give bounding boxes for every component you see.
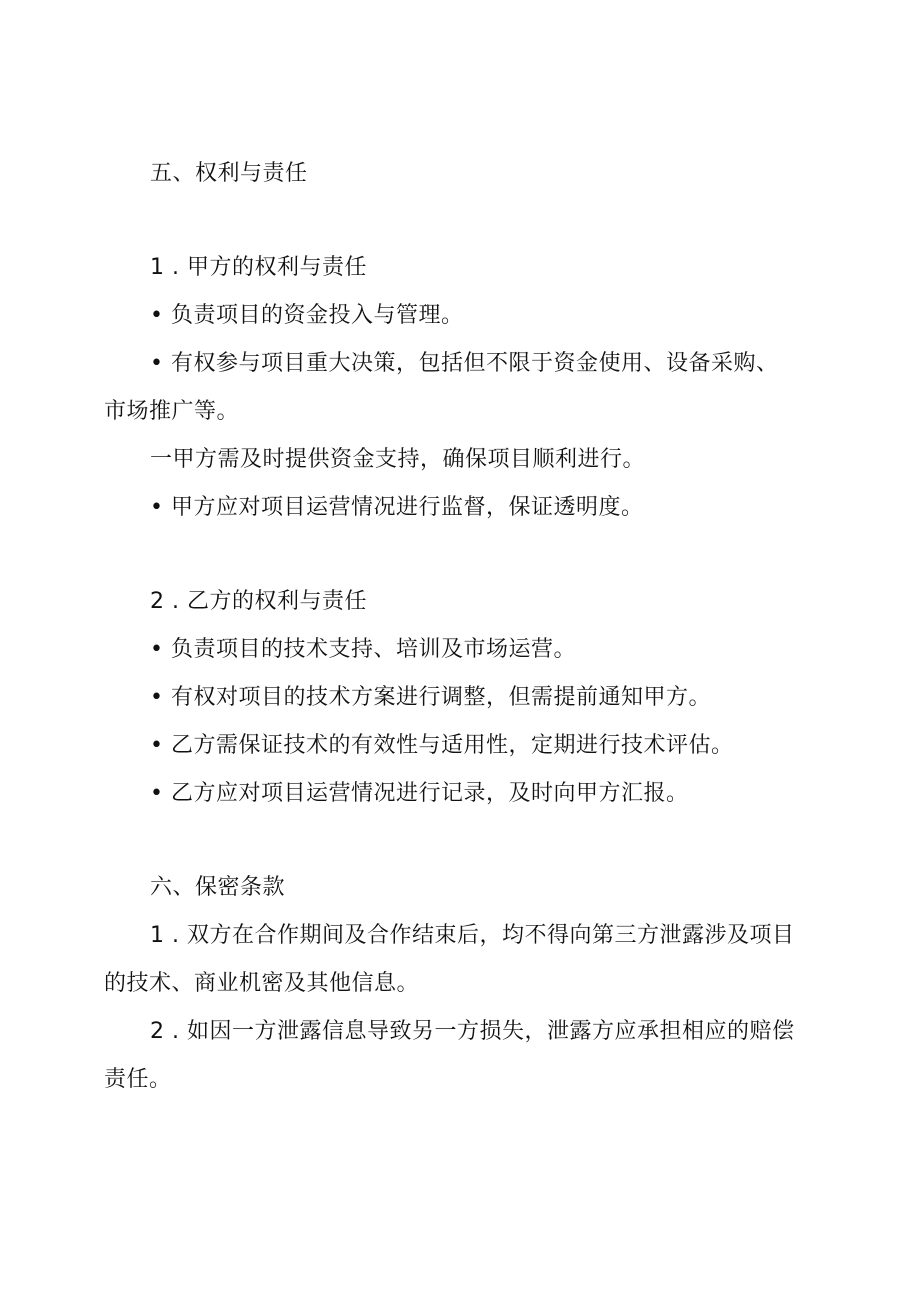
clause-line: 2 . 如因一方泄露信息导致另一方损失，泄露方应承担相应的赔偿 <box>150 1019 795 1044</box>
section-heading-5: 五、权利与责任 <box>150 161 308 186</box>
list-item: 一甲方需及时提供资金支持，确保项目顺利进行。 <box>150 447 646 472</box>
clause-continuation: 责任。 <box>104 1067 172 1092</box>
list-item: • 乙方需保证技术的有效性与适用性，定期进行技术评估。 <box>150 733 734 758</box>
subsection-heading-party-b: 2 . 乙方的权利与责任 <box>150 589 367 614</box>
clause-continuation: 的技术、商业机密及其他信息。 <box>104 971 420 996</box>
list-item: • 有权参与项目重大决策，包括但不限于资金使用、设备采购、 <box>150 351 779 376</box>
list-item: • 负责项目的技术支持、培训及市场运营。 <box>150 637 576 662</box>
section-heading-6: 六、保密条款 <box>150 875 286 900</box>
list-item: • 乙方应对项目运营情况进行记录，及时向甲方汇报。 <box>150 781 689 806</box>
list-item: • 有权对项目的技术方案进行调整，但需提前通知甲方。 <box>150 685 711 710</box>
list-item: • 甲方应对项目运营情况进行监督，保证透明度。 <box>150 495 644 520</box>
subsection-heading-party-a: 1 . 甲方的权利与责任 <box>150 255 367 280</box>
list-item: • 负责项目的资金投入与管理。 <box>150 303 464 328</box>
clause-line: 1 . 双方在合作期间及合作结束后，均不得向第三方泄露涉及项目 <box>150 923 795 948</box>
list-item-continuation: 市场推广等。 <box>104 399 240 424</box>
